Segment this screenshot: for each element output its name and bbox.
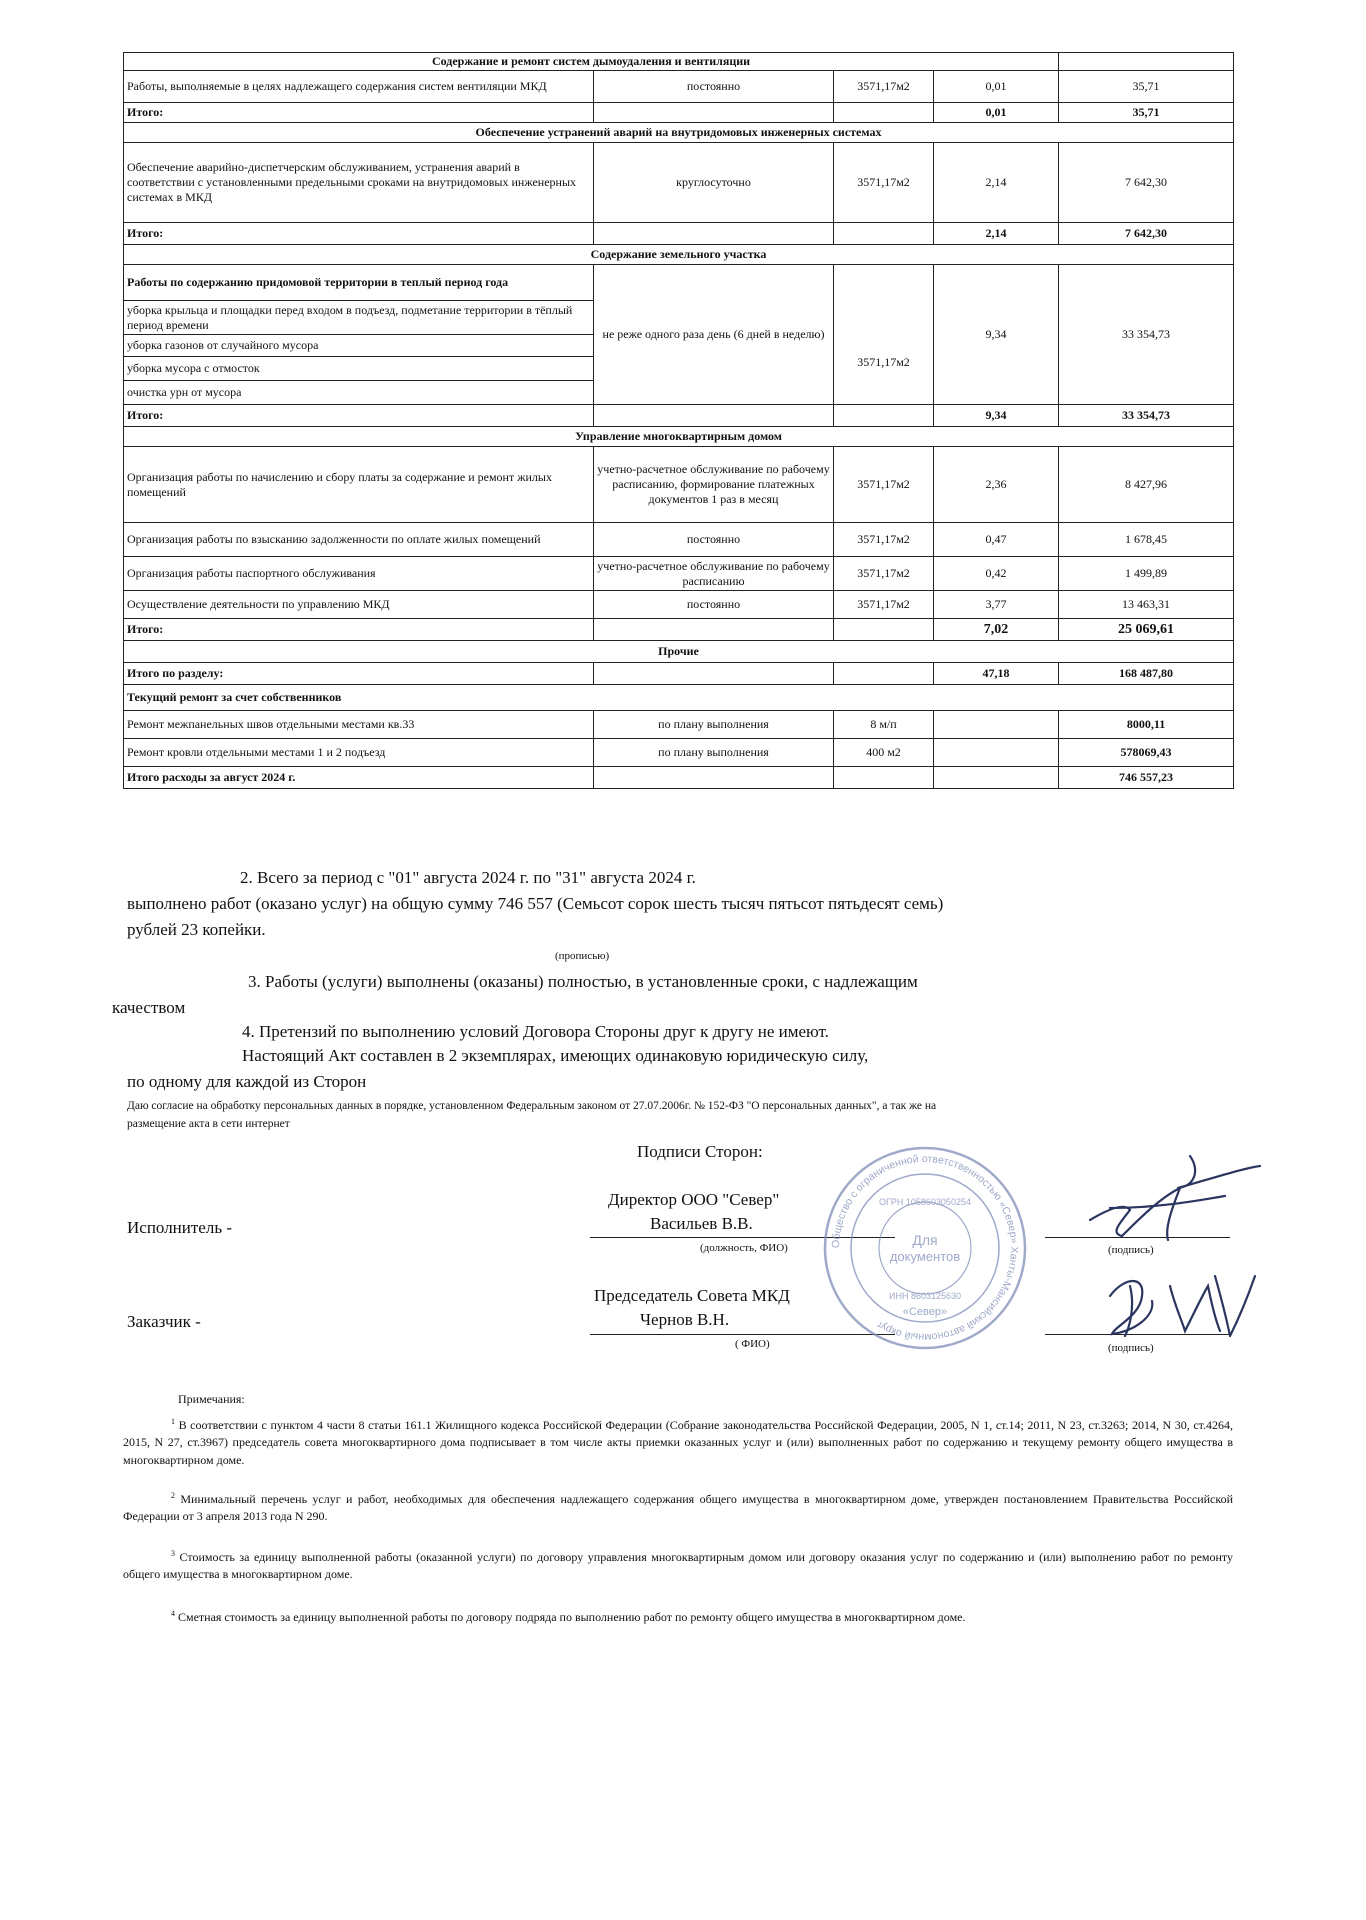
work-sum: 8 427,96	[1059, 447, 1234, 523]
paragraph-5-line-2: по одному для каждой из Сторон	[127, 1072, 367, 1091]
total-label: Итого расходы за август 2024 г.	[124, 767, 594, 789]
total-rate: 2,14	[934, 223, 1059, 245]
table-row	[124, 265, 1234, 301]
customer-name: Чернов В.Н.	[640, 1310, 730, 1329]
work-frequency: круглосуточно	[594, 143, 834, 223]
work-frequency: по плану выполнения	[594, 739, 834, 767]
work-unit: 3571,17м2	[834, 71, 934, 103]
total-row	[124, 405, 1234, 427]
seal-ring-text: Общество с ограниченной ответственностью «Север» Ханты-Мансийский автономный округ	[829, 1152, 1021, 1344]
consent-line-2: размещение акта в сети интернет	[127, 1118, 290, 1130]
seal-center-2: документов	[889, 1249, 961, 1264]
note-1-marker: 1	[171, 1417, 175, 1426]
total-row	[124, 767, 1234, 789]
consent-line-1: Даю согласие на обработку персональных данных в порядке, установленном Федеральным законом от 27.07.2006г. № 152-ФЗ "О персональных данных", а так же на	[127, 1100, 937, 1112]
work-unit: 3571,17м2	[834, 265, 934, 405]
work-frequency: учетно-расчетное обслуживание по рабочему расписанию	[594, 557, 834, 591]
work-name: Ремонт кровли отдельными местами 1 и 2 подъезд	[124, 739, 594, 767]
total-row	[124, 663, 1234, 685]
executor-signature	[1050, 1148, 1270, 1248]
paragraph-4: 4. Претензий по выполнению условий Договора Стороны друг к другу не имеют.	[242, 1022, 829, 1041]
total-sum: 746 557,23	[1059, 767, 1234, 789]
note-4-marker: 4	[171, 1609, 175, 1618]
services-table	[123, 52, 1234, 789]
total-rate: 0,01	[934, 103, 1059, 123]
paragraph-5-line-1: Настоящий Акт составлен в 2 экземплярах, имеющих одинаковую юридическую силу,	[242, 1046, 869, 1065]
work-rate: 9,34	[934, 265, 1059, 405]
work-sum: 33 354,73	[1059, 265, 1234, 405]
work-unit: 3571,17м2	[834, 591, 934, 619]
total-row	[124, 619, 1234, 641]
work-unit: 3571,17м2	[834, 557, 934, 591]
total-label: Итого:	[124, 103, 594, 123]
work-unit: 8 м/п	[834, 711, 934, 739]
section-title: Обеспечение устранений аварий на внутридомовых инженерных системах	[124, 123, 1234, 143]
note-2-marker: 2	[171, 1491, 175, 1500]
work-name: Ремонт межпанельных швов отдельными местами кв.33	[124, 711, 594, 739]
total-sum: 25 069,61	[1059, 619, 1234, 641]
work-unit: 400 м2	[834, 739, 934, 767]
table-row	[124, 523, 1234, 557]
executor-caption: (должность, ФИО)	[700, 1242, 788, 1254]
work-rate: 2,36	[934, 447, 1059, 523]
seal-bottom: «Север»	[902, 1306, 948, 1318]
work-unit: 3571,17м2	[834, 447, 934, 523]
paragraph-2-line-3: рублей 23 копейки.	[127, 920, 266, 939]
work-sum: 1 499,89	[1059, 557, 1234, 591]
section-header-land	[124, 245, 1234, 265]
work-name: Осуществление деятельности по управлению МКД	[124, 591, 594, 619]
section-header-other	[124, 641, 1234, 663]
customer-signature	[1090, 1256, 1270, 1346]
note-2	[123, 1490, 1233, 1526]
table-row	[124, 557, 1234, 591]
work-name: Организация работы по начислению и сбору платы за содержание и ремонт жилых помещений	[124, 447, 594, 523]
section-header-ventilation	[124, 53, 1234, 71]
work-frequency: не реже одного раза день (6 дней в неделю)	[594, 265, 834, 405]
note-1	[123, 1416, 1233, 1469]
note-3-marker: 3	[171, 1549, 175, 1558]
executor-sign-caption: (подпись)	[1108, 1244, 1154, 1256]
note-2-text: Минимальный перечень услуг и работ, необходимых для обеспечения надлежащего содержания общего имущества в многоквартирном доме, утвержден постановлением Правительства Российской Федерации от 3 апреля 2013 года N 290.	[123, 1492, 1234, 1524]
work-sum: 35,71	[1059, 71, 1234, 103]
work-item: уборка газонов от случайного мусора	[124, 335, 594, 357]
propisyu-caption: (прописью)	[555, 950, 610, 962]
work-rate: 0,47	[934, 523, 1059, 557]
work-name: Организация работы паспортного обслуживания	[124, 557, 594, 591]
section-title: Содержание и ремонт систем дымоудаления и вентиляции	[124, 53, 1059, 71]
paragraph-2-line-1: 2. Всего за период с "01" августа 2024 г. по "31" августа 2024 г.	[240, 868, 696, 887]
work-item: уборка крыльца и площадки перед входом в подъезд, подметание территории в тёплый период времени	[124, 301, 594, 335]
paragraph-3-line-1: 3. Работы (услуги) выполнены (оказаны) полностью, в установленные сроки, с надлежащим	[248, 972, 918, 991]
customer-position: Председатель Совета МКД	[594, 1286, 790, 1305]
note-1-text: В соответствии с пунктом 4 части 8 статьи 161.1 Жилищного кодекса Российской Федерации (Собрание законодательства Российской Федерации, 2005, N 1, ст.14; 2011, N 23, ст.3263; 2014, N 30, ст.4264, 2015, N 27, ст.3967) председатель совета многоквартирного дома подписывает в том числе акты приемки оказанных услуг и (или) выполненных работ по содержанию и текущему ремонту общего имущества в многоквартирном доме.	[123, 1418, 1234, 1467]
total-label: Итого:	[124, 405, 594, 427]
note-4	[123, 1608, 1233, 1626]
work-frequency: постоянно	[594, 523, 834, 557]
customer-caption: ( ФИО)	[735, 1338, 770, 1350]
note-3-text: Стоимость за единицу выполненной работы (оказанной услуги) по договору управления многоквартирным домом или договору оказания услуг по содержанию и (или) выполнению работ по ремонту общего имущества в многоквартирном доме.	[123, 1550, 1234, 1582]
seal-center-1: Для	[912, 1232, 938, 1248]
table-row	[124, 447, 1234, 523]
work-rate: 0,42	[934, 557, 1059, 591]
table-row	[124, 711, 1234, 739]
total-label: Итого:	[124, 223, 594, 245]
work-rate: 3,77	[934, 591, 1059, 619]
table-row	[124, 591, 1234, 619]
work-rate: 0,01	[934, 71, 1059, 103]
work-sum: 8000,11	[1059, 711, 1234, 739]
customer-label: Заказчик -	[127, 1312, 201, 1331]
executor-name: Васильев В.В.	[650, 1214, 753, 1233]
section-header-emergency	[124, 123, 1234, 143]
total-sum: 35,71	[1059, 103, 1234, 123]
seal-inn: ИНН 8603125630	[888, 1291, 962, 1301]
note-4-text: Сметная стоимость за единицу выполненной работы по договору подряда по выполнению работ по ремонту общего имущества в многоквартирном доме.	[178, 1610, 966, 1624]
work-frequency: по плану выполнения	[594, 711, 834, 739]
work-unit: 3571,17м2	[834, 523, 934, 557]
total-label: Итого:	[124, 619, 594, 641]
notes-title: Примечания:	[178, 1392, 245, 1406]
total-rate: 7,02	[934, 619, 1059, 641]
work-name: Организация работы по взысканию задолженности по оплате жилых помещений	[124, 523, 594, 557]
work-frequency: учетно-расчетное обслуживание по рабочему расписанию, формирование платежных документов 1 раз в месяц	[594, 447, 834, 523]
signatures-title: Подписи Сторон:	[637, 1142, 763, 1161]
table-row	[124, 739, 1234, 767]
table-row	[124, 71, 1234, 103]
executor-position: Директор ООО "Север"	[608, 1190, 780, 1209]
work-frequency: постоянно	[594, 591, 834, 619]
work-sum: 13 463,31	[1059, 591, 1234, 619]
total-sum: 168 487,80	[1059, 663, 1234, 685]
total-rate: 47,18	[934, 663, 1059, 685]
work-item: очистка урн от мусора	[124, 381, 594, 405]
section-title: Содержание земельного участка	[124, 245, 1234, 265]
section-title: Управление многоквартирным домом	[124, 427, 1234, 447]
table-row	[124, 143, 1234, 223]
work-unit: 3571,17м2	[834, 143, 934, 223]
seal-ogrn: ОГРН 1058603050254	[879, 1197, 971, 1207]
work-sum: 1 678,45	[1059, 523, 1234, 557]
total-label: Итого по разделу:	[124, 663, 594, 685]
section-title: Текущий ремонт за счет собственников	[124, 685, 1234, 711]
work-sum: 578069,43	[1059, 739, 1234, 767]
company-seal	[820, 1143, 1030, 1353]
work-sum: 7 642,30	[1059, 143, 1234, 223]
total-row	[124, 103, 1234, 123]
work-group-title: Работы по содержанию придомовой территории в теплый период года	[124, 265, 594, 301]
work-name: Работы, выполняемые в целях надлежащего содержания систем вентиляции МКД	[124, 71, 594, 103]
executor-label: Исполнитель -	[127, 1218, 232, 1237]
customer-sign-caption: (подпись)	[1108, 1342, 1154, 1354]
paragraph-2-line-2: выполнено работ (оказано услуг) на общую сумму 746 557 (Семьсот сорок шесть тысяч пятьсот пятьдесят семь)	[127, 894, 944, 913]
total-row	[124, 223, 1234, 245]
total-sum: 33 354,73	[1059, 405, 1234, 427]
section-title: Прочие	[124, 641, 1234, 663]
paragraph-3-line-2: качеством	[112, 998, 186, 1017]
work-name: Обеспечение аварийно-диспетчерским обслуживанием, устранения аварий в соответствии с установленными предельными сроками на внутридомовых инженерных системах в МКД	[124, 143, 594, 223]
note-3	[123, 1548, 1233, 1584]
work-rate: 2,14	[934, 143, 1059, 223]
section-header-management	[124, 427, 1234, 447]
total-sum: 7 642,30	[1059, 223, 1234, 245]
section-header-repair	[124, 685, 1234, 711]
work-frequency: постоянно	[594, 71, 834, 103]
work-item: уборка мусора с отмосток	[124, 357, 594, 381]
total-rate: 9,34	[934, 405, 1059, 427]
